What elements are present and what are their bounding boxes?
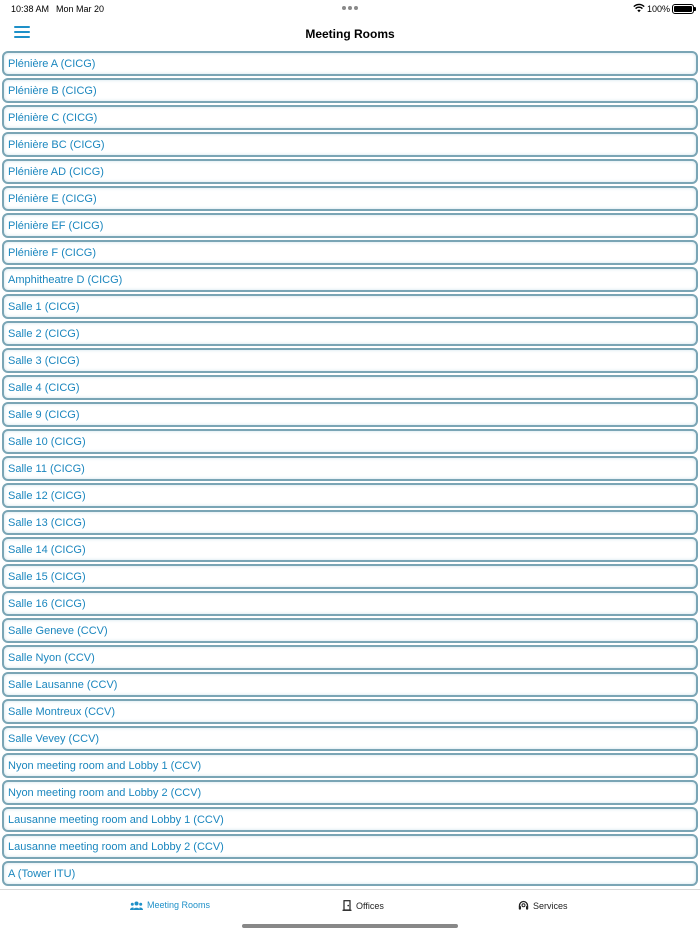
room-name: Salle 1 (CICG) [8, 300, 80, 313]
list-item[interactable] [2, 510, 698, 535]
list-item[interactable] [2, 672, 698, 697]
room-name: Salle 11 (CICG) [8, 462, 85, 475]
list-item[interactable] [2, 375, 698, 400]
list-item[interactable] [2, 699, 698, 724]
room-name: Amphitheatre D (CICG) [8, 273, 123, 286]
list-item[interactable] [2, 537, 698, 562]
list-item[interactable] [2, 159, 698, 184]
room-name: Salle 14 (CICG) [8, 543, 86, 556]
room-name: Salle Vevey (CCV) [8, 732, 100, 745]
room-name: Salle 16 (CICG) [8, 597, 86, 610]
list-item[interactable] [2, 321, 698, 346]
page-title: Meeting Rooms [305, 27, 395, 41]
room-name: Salle 13 (CICG) [8, 516, 86, 529]
status-bar [0, 0, 700, 18]
room-name: Salle 10 (CICG) [8, 435, 86, 448]
room-name: Plénière BC (CICG) [8, 138, 105, 151]
tab-offices-label: Offices [356, 900, 384, 911]
room-name: A (Tower ITU) [8, 867, 76, 880]
list-item[interactable] [2, 564, 698, 589]
list-item[interactable] [2, 591, 698, 616]
room-name: Plénière B (CICG) [8, 84, 97, 97]
home-indicator[interactable] [242, 924, 458, 928]
room-name: Salle Lausanne (CCV) [8, 678, 118, 691]
list-item[interactable] [2, 348, 698, 373]
room-name: Plénière F (CICG) [8, 246, 97, 259]
room-name: Salle 3 (CICG) [8, 354, 80, 367]
tab-services-label: Services [533, 900, 568, 911]
list-item[interactable] [2, 267, 698, 292]
tab-meeting-rooms-label: Meeting Rooms [147, 900, 211, 910]
list-item[interactable] [2, 294, 698, 319]
list-item[interactable] [2, 618, 698, 643]
meeting-room-list [2, 51, 698, 888]
room-name: Salle Geneve (CCV) [8, 624, 108, 637]
room-name: Lausanne meeting room and Lobby 2 (CCV) [8, 840, 224, 853]
door-icon [342, 900, 352, 911]
list-item[interactable] [2, 105, 698, 130]
wifi-icon [633, 3, 645, 13]
list-item[interactable] [2, 429, 698, 454]
room-name: Nyon meeting room and Lobby 2 (CCV) [8, 786, 202, 799]
list-item[interactable] [2, 780, 698, 805]
battery-percentage: 100% [647, 4, 671, 14]
list-item[interactable] [2, 213, 698, 238]
list-item[interactable] [2, 51, 698, 76]
room-name: Plénière A (CICG) [8, 57, 96, 70]
list-item[interactable] [2, 483, 698, 508]
room-name: Nyon meeting room and Lobby 1 (CCV) [8, 759, 202, 772]
list-item[interactable] [2, 240, 698, 265]
list-item[interactable] [2, 645, 698, 670]
status-date: Mon Mar 20 [56, 4, 105, 14]
list-item[interactable] [2, 726, 698, 751]
multitasking-dots-icon[interactable] [342, 6, 358, 10]
list-item[interactable] [2, 834, 698, 859]
room-name: Salle 4 (CICG) [8, 381, 80, 394]
list-item[interactable] [2, 861, 698, 886]
navigation-bar [0, 18, 700, 50]
room-name: Salle 2 (CICG) [8, 327, 80, 340]
room-name: Salle 12 (CICG) [8, 489, 86, 502]
list-item[interactable] [2, 132, 698, 157]
tab-offices[interactable] [342, 900, 384, 911]
battery-icon [672, 4, 694, 14]
room-name: Salle 9 (CICG) [8, 408, 80, 421]
list-item[interactable] [2, 753, 698, 778]
list-item[interactable] [2, 807, 698, 832]
room-name: Plénière C (CICG) [8, 111, 98, 124]
list-item[interactable] [2, 456, 698, 481]
room-name: Plénière EF (CICG) [8, 219, 104, 232]
room-name: Salle Montreux (CCV) [8, 705, 115, 718]
room-name: Salle Nyon (CCV) [8, 651, 95, 664]
tab-meeting-rooms[interactable] [130, 900, 210, 910]
room-name: Salle 15 (CICG) [8, 570, 86, 583]
room-name: Plénière AD (CICG) [8, 165, 104, 178]
tab-services[interactable] [518, 900, 568, 911]
headset-icon [518, 900, 529, 911]
status-time: 10:38 AM [11, 4, 50, 14]
list-item[interactable] [2, 186, 698, 211]
room-name: Lausanne meeting room and Lobby 1 (CCV) [8, 813, 224, 826]
people-icon [130, 901, 143, 910]
room-name: Plénière E (CICG) [8, 192, 97, 205]
list-item[interactable] [2, 402, 698, 427]
list-item[interactable] [2, 78, 698, 103]
